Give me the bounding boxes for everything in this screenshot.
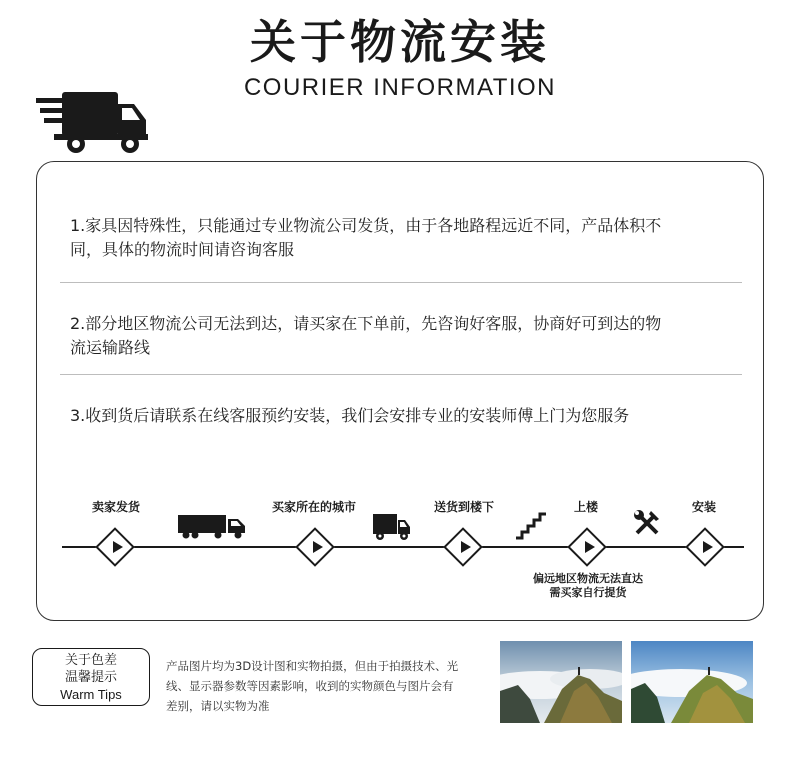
notice-line-1: 产品图片均为3D设计图和实物拍摄，但由于拍摄技术、光 bbox=[166, 659, 459, 673]
small-truck-icon bbox=[372, 512, 412, 542]
paragraph-1 bbox=[70, 214, 730, 262]
paragraph-1-line-2: 同，具体的物流时间请咨询客服 bbox=[70, 240, 295, 259]
paragraph-2-line-2: 流运输路线 bbox=[70, 338, 151, 357]
color-difference-notice bbox=[166, 656, 492, 716]
remote-area-note bbox=[508, 572, 668, 600]
big-truck-icon bbox=[176, 512, 248, 540]
stairs-icon bbox=[514, 512, 548, 540]
step-label-deliver-downstairs: 送货到楼下 bbox=[433, 500, 494, 514]
step-label-upstairs: 上楼 bbox=[573, 500, 598, 514]
paragraph-2-line-1: 2.部分地区物流公司无法到达，请买家在下单前，先咨询好客服，协商好可到达的物 bbox=[70, 314, 662, 333]
paragraph-2 bbox=[70, 312, 730, 360]
play-icon bbox=[113, 541, 123, 553]
notice-line-2: 线、显示器参数等因素影响，收到的实物颜色与图片会有 bbox=[166, 679, 454, 693]
play-icon bbox=[461, 541, 471, 553]
landscape-photo-2 bbox=[631, 641, 753, 723]
note-line-2: 需买家自行提货 bbox=[549, 586, 627, 599]
delivery-truck-icon bbox=[34, 90, 150, 156]
divider bbox=[60, 374, 742, 375]
play-icon bbox=[313, 541, 323, 553]
step-label-install: 安装 bbox=[691, 500, 716, 514]
page-title: 关于物流安装 bbox=[250, 15, 550, 69]
page-subtitle: COURIER INFORMATION bbox=[243, 74, 557, 101]
landscape-photo-1 bbox=[500, 641, 622, 723]
note-line-1: 偏远地区物流无法直达 bbox=[533, 572, 643, 585]
badge-line-3: Warm Tips bbox=[60, 687, 122, 702]
badge-line-1: 关于色差 bbox=[64, 653, 117, 668]
paragraph-1-line-1: 1.家具因特殊性，只能通过专业物流公司发货，由于各地路程远近不同，产品体积不 bbox=[70, 216, 662, 235]
play-icon bbox=[585, 541, 595, 553]
flow-timeline bbox=[62, 546, 744, 548]
divider bbox=[60, 282, 742, 283]
warm-tips-badge bbox=[32, 648, 150, 706]
paragraph-3 bbox=[70, 404, 730, 428]
tools-icon bbox=[632, 508, 662, 538]
badge-line-2: 温馨提示 bbox=[64, 670, 117, 685]
play-icon bbox=[703, 541, 713, 553]
paragraph-3-line-1: 3.收到货后请联系在线客服预约安装，我们会安排专业的安装师傅上门为您服务 bbox=[70, 406, 630, 425]
step-label-seller-ships: 卖家发货 bbox=[91, 500, 140, 514]
step-label-buyer-city: 买家所在的城市 bbox=[271, 500, 356, 514]
notice-line-3: 差别，请以实物为准 bbox=[166, 699, 270, 713]
